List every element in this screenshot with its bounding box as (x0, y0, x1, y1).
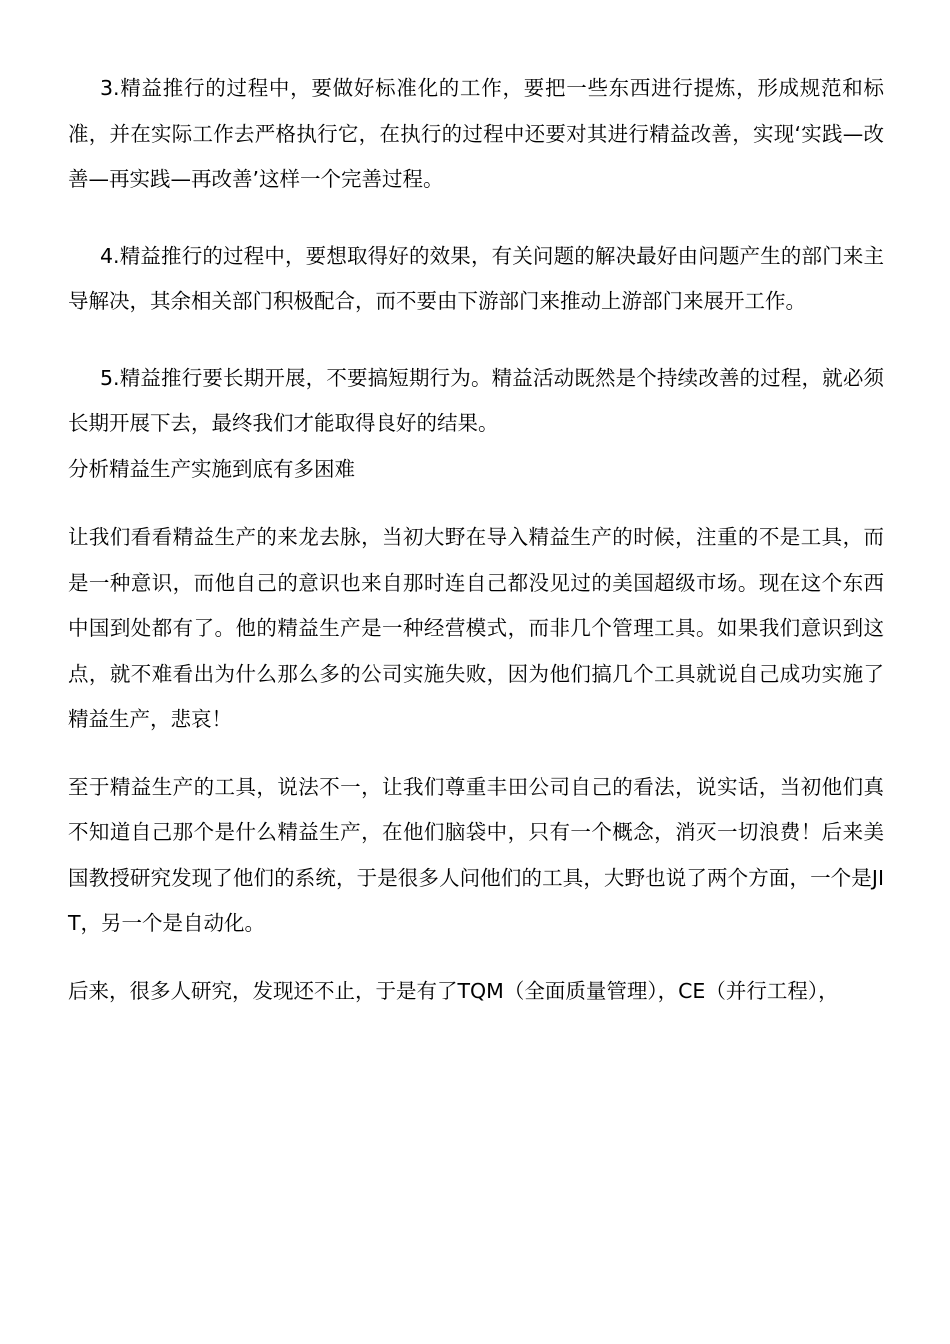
list-item-3: 3.精益推行的过程中，要做好标准化的工作，要把一些东西进行提炼，形成规范和标准，并在实际工作去严格执行它，在执行的过程中还要对其进行精益改善，实现‘实践—改善—再实践—再改善’这样一个完善过程。 (68, 76, 884, 191)
body-paragraph-3: 后来，很多人研究，发现还不止，于是有了TQM（全面质量管理），CE（并行工程）， (68, 978, 839, 1003)
body-paragraph-2: 至于精益生产的工具，说法不一，让我们尊重丰田公司自己的看法，说实话，当初他们真不知道自己那个是什么精益生产，在他们脑袋中，只有一个概念，消灭一切浪费！后来美国教授研究发现了他们的系统，于是很多人问他们的工具，大野也说了两个方面，一个是JIT，另一个是自动化。 (68, 774, 884, 935)
body-paragraph-1: 让我们看看精益生产的来龙去脉，当初大野在导入精益生产的时候，注重的不是工具，而是一种意识，而他自己的意识也来自那时连自己都没见过的美国超级市场。现在这个东西中国到处都有了。他的精益生产是一种经营模式，而非几个管理工具。如果我们意识到这点，就不难看出为什么那么多的公司实施失败，因为他们搞几个工具就说自己成功实施了精益生产，悲哀！ (68, 525, 884, 731)
section-title: 分析精益生产实施到底有多困难 (68, 456, 355, 481)
list-item-4: 4.精益推行的过程中，要想取得好的效果，有关问题的解决最好由问题产生的部门来主导解决，其余相关部门积极配合，而不要由下游部门来推动上游部门来展开工作。 (68, 243, 884, 313)
document-page (68, 66, 884, 1014)
list-item-5: 5.精益推行要长期开展，不要搞短期行为。精益活动既然是个持续改善的过程，就必须长期开展下去，最终我们才能取得良好的结果。 (68, 365, 884, 435)
